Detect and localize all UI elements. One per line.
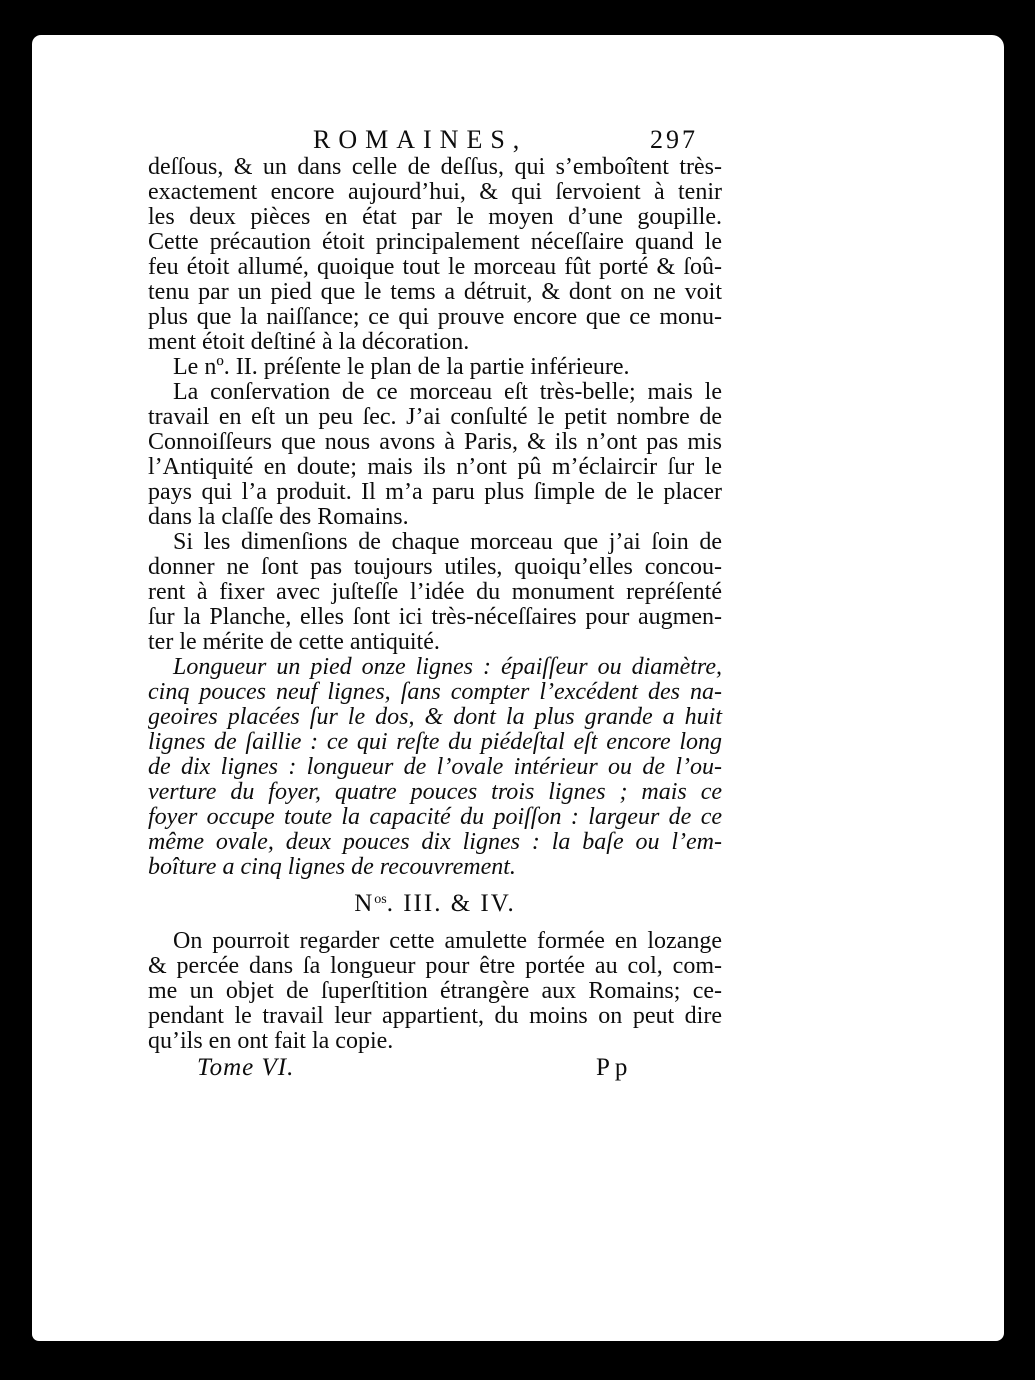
- text-line: qu’ils en ont fait la copie.: [148, 1028, 394, 1054]
- text-line: pendant le travail leur appartient, du moins on peut dire: [148, 1003, 722, 1029]
- text-line: verture du foyer, quatre pouces trois lignes ; mais ce: [148, 779, 722, 805]
- text-line: pays qui l’a produit. Il m’a paru plus ſimple de le placer: [148, 479, 722, 505]
- text-line: cinq pouces neuf lignes, ſans compter l’excédent des na-: [148, 679, 722, 705]
- text-line: ter le mérite de cette antiquité.: [148, 629, 440, 655]
- text-line: feu étoit allumé, quoique tout le morceau fût porté & ſoû-: [148, 254, 722, 280]
- text-line: tenu par un pied que le tems a détruit, & dont on ne voit: [148, 279, 722, 305]
- book-page: [32, 35, 1004, 1341]
- paragraph: [148, 155, 722, 355]
- text-line: foyer occupe toute la capacité du poiſſon : largeur de ce: [148, 804, 722, 830]
- heading-numero: N: [354, 890, 375, 917]
- paragraph: [148, 380, 722, 530]
- text-line: plus que la naiſſance; ce qui prouve encore que ce monu-: [148, 304, 722, 330]
- page-footer: [148, 1055, 722, 1080]
- heading-numbers: . III. & IV.: [386, 890, 516, 917]
- text-line: boîture a cinq lignes de recouvrement.: [148, 854, 516, 880]
- text-line: les deux pièces en état par le moyen d’une goupille.: [148, 204, 722, 230]
- italic-paragraph: [148, 655, 722, 880]
- text-line: lignes de ſaillie : ce qui reſte du piédeſtal eſt encore long: [148, 729, 722, 755]
- text-line: de dix lignes : longueur de l’ovale intérieur ou de l’ou-: [148, 754, 722, 780]
- text-line: La conſervation de ce morceau eſt très-belle; mais le: [173, 379, 722, 405]
- text-line: l’Antiquité en doute; mais ils n’ont pû m’éclaircir ſur le: [148, 454, 722, 480]
- text-line: Connoiſſeurs que nous avons à Paris, & ils n’ont pas mis: [148, 429, 722, 455]
- main-text: [148, 155, 722, 1080]
- text-line: me un objet de ſuperſtition étrangère aux Romains; ce-: [148, 978, 722, 1004]
- text-line: ſur la Planche, elles ſont ici très-néceſſaires pour augmen-: [148, 604, 722, 630]
- text-line: Si les dimenſions de chaque morceau que j’ai ſoin de: [173, 529, 722, 555]
- text-line: & percée dans ſa longueur pour être portée au col, com-: [148, 953, 722, 979]
- text-line: On pourroit regarder cette amulette formée en lozange: [173, 928, 722, 954]
- heading-numero-suffix: os: [374, 892, 387, 907]
- text-line: dans la claſſe des Romains.: [148, 504, 409, 530]
- text-line: donner ne ſont pas toujours utiles, quoiqu’elles concou-: [148, 554, 722, 580]
- text-line: exactement encore aujourd’hui, & qui ſervoient à tenir: [148, 179, 722, 205]
- text-line: geoires placées ſur le dos, & dont la plus grande a huit: [148, 704, 722, 730]
- running-head: ROMAINES,: [313, 125, 528, 154]
- text-line: Cette précaution étoit principalement néceſſaire quand le: [148, 229, 722, 255]
- volume-label: Tome VI.: [197, 1054, 295, 1081]
- text-line: même ovale, deux pouces dix lignes : la baſe ou l’em-: [148, 829, 722, 855]
- text-line: Le nº. II. préſente le plan de la partie inférieure.: [173, 354, 630, 380]
- signature-mark: Pp: [596, 1054, 633, 1081]
- text-line: deſſous, & un dans celle de deſſus, qui s’emboîtent très-: [148, 154, 722, 180]
- paragraph: [148, 530, 722, 655]
- paragraph: [148, 355, 722, 380]
- section-heading: [148, 891, 722, 916]
- paragraph: [148, 929, 722, 1054]
- text-line: Longueur un pied onze lignes : épaiſſeur ou diamètre,: [173, 654, 722, 680]
- text-line: travail en eſt un peu ſec. J’ai conſulté le petit nombre de: [148, 404, 722, 430]
- page-number: 297: [650, 125, 698, 154]
- text-line: rent à fixer avec juſteſſe l’idée du monument repréſenté: [148, 579, 722, 605]
- text-line: ment étoit deſtiné à la décoration.: [148, 329, 470, 355]
